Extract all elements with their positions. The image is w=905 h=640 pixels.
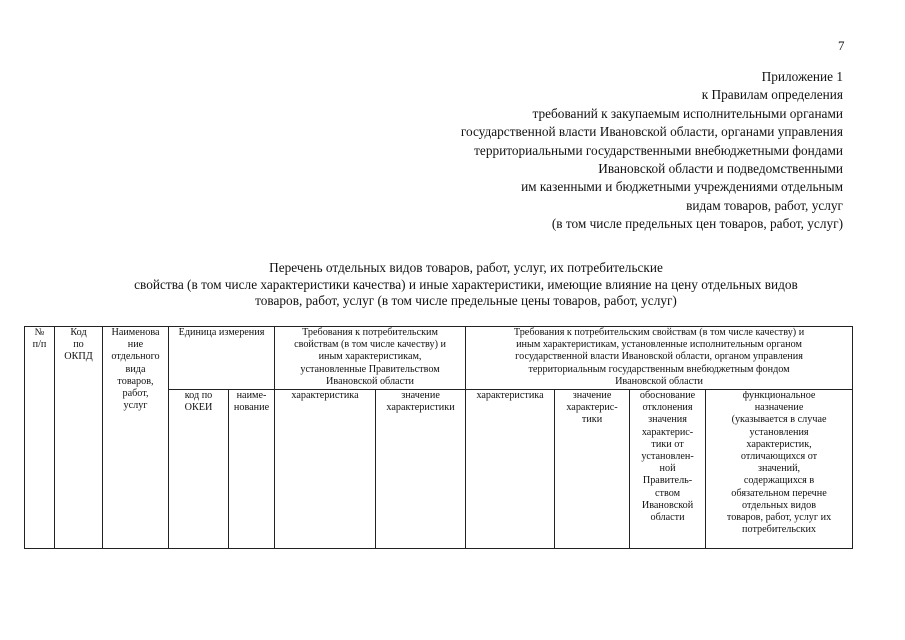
appendix-line: государственной власти Ивановской области, органами управления <box>460 124 843 140</box>
appendix-line: (в том числе предельных цен товаров, работ, услуг) <box>551 216 843 232</box>
header-exec-justification: обоснование отклонения значения характерис- тики от установлен- ной Правитель- ством Ивановской области <box>630 390 706 549</box>
header-exec-function: функциональное назначение (указывается в случае установления характеристик, отличающихся от значений, содержащихся в обязательном перечне отдельных видов товаров, работ, услуг их потребительских <box>706 390 853 549</box>
appendix-line: Ивановской области и подведомственными <box>598 161 843 177</box>
appendix-header <box>283 68 843 234</box>
header-req-gov: Требования к потребительским свойствам (в том числе качеству) и иным характеристикам, установленные Правительством Ивановской области <box>275 327 466 390</box>
appendix-line: Приложение 1 <box>761 69 843 84</box>
header-req-exec: Требования к потребительским свойствам (в том числе качеству) и иным характеристикам, установленные исполнительным органом государственной власти Ивановской области, органом управления территориальным государственным внебюджетным фондом Ивановской области <box>466 327 853 390</box>
appendix-line: им казенными и бюджетными учреждениями отдельным <box>521 179 843 195</box>
page-number: 7 <box>838 38 845 53</box>
appendix-line: видам товаров, работ, услуг <box>686 197 843 213</box>
appendix-line: территориальными государственными внебюджетными фондами <box>474 142 843 158</box>
header-gov-value: значение характеристики <box>376 390 466 549</box>
appendix-line: требований к закупаемым исполнительными органами <box>532 105 843 121</box>
document-title <box>60 260 872 310</box>
header-exec-characteristic: характеристика <box>466 390 555 549</box>
header-item-name: Наименова ние отдельного вида товаров, работ, услуг <box>103 327 169 549</box>
header-exec-value: значение характерис- тики <box>555 390 630 549</box>
title-line: Перечень отдельных видов товаров, работ, услуг, их потребительские <box>269 260 663 275</box>
header-gov-characteristic: характеристика <box>275 390 376 549</box>
title-line: свойства (в том числе характеристики качества) и иные характеристики, имеющие влияние на цену отдельных видов <box>134 276 798 292</box>
header-num: № п/п <box>25 327 55 549</box>
requirements-table-wrapper <box>24 326 852 549</box>
header-unit: Единица измерения <box>169 327 275 390</box>
requirements-table <box>24 326 853 549</box>
header-unit-code: код по ОКЕИ <box>169 390 229 549</box>
header-unit-name: наиме- нование <box>229 390 275 549</box>
title-line: товаров, работ, услуг (в том числе предельные цены товаров, работ, услуг) <box>255 293 677 308</box>
appendix-line: к Правилам определения <box>701 87 843 103</box>
header-okpd: Код по ОКПД <box>55 327 103 549</box>
